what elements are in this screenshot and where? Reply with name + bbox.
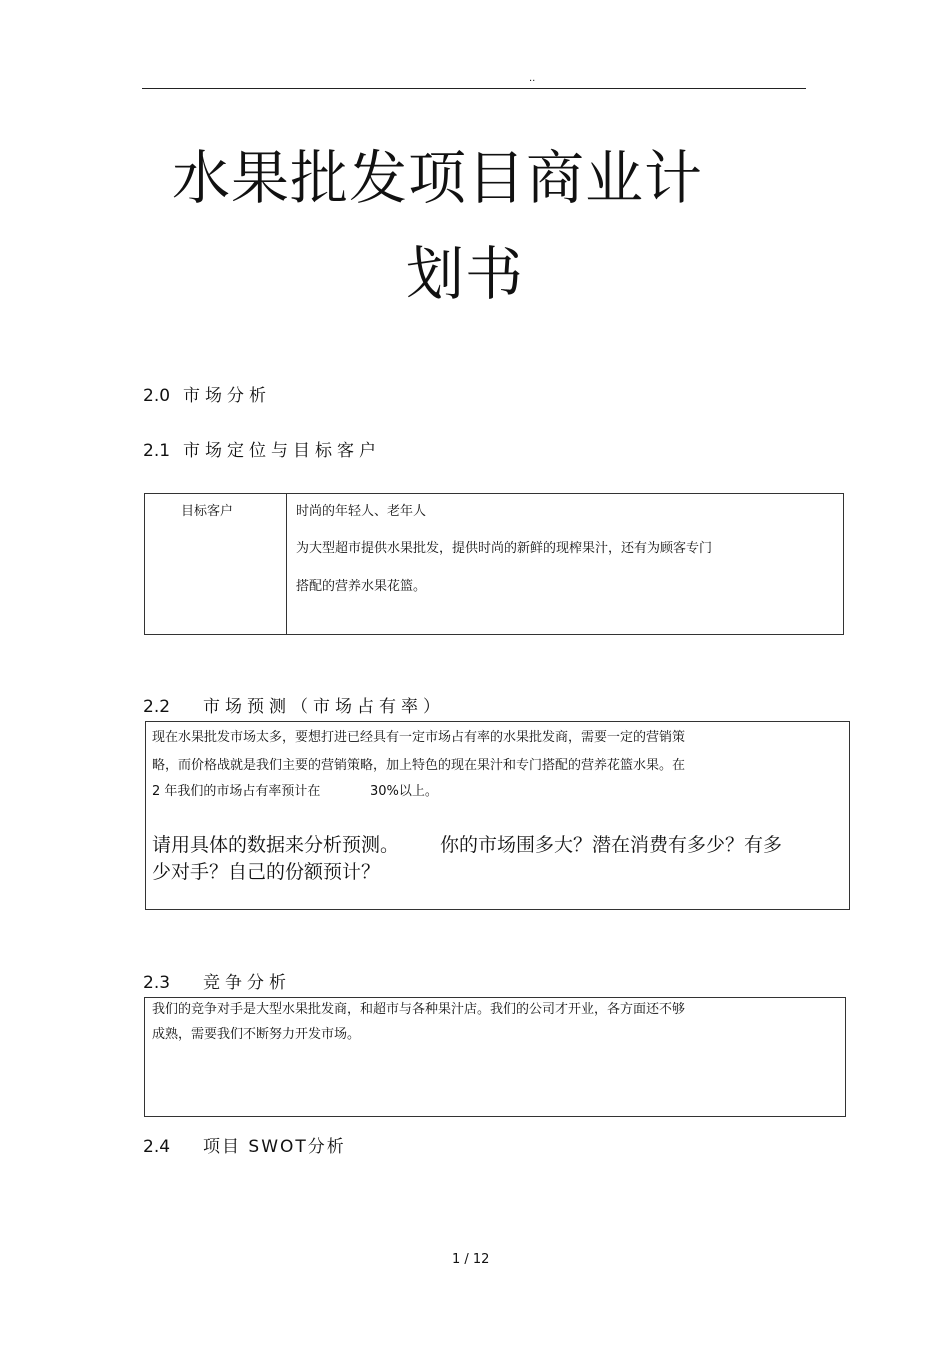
- section-number: 2.0: [143, 386, 171, 406]
- table-cell-line: 为大型超市提供水果批发，提供时尚的新鲜的现榨果汁，还有为顾客专门: [296, 541, 713, 556]
- forecast-prompt-line: 少对手？自己的份额预计？: [152, 861, 381, 883]
- section-number: 2.3: [143, 973, 171, 993]
- target-customer-table: [144, 493, 844, 635]
- forecast-text-line: 30%以上。: [370, 784, 438, 799]
- table-cell-line: 搭配的营养水果花篮。: [296, 579, 427, 594]
- section-number: 2.2: [143, 697, 171, 717]
- table-label-target-customer: 目标客户: [181, 504, 234, 519]
- section-2-1-heading: [143, 440, 381, 462]
- forecast-text-line: 现在水果批发市场太多，要想打进已经具有一定市场占有率的水果批发商，需要一定的营销策: [152, 730, 686, 745]
- document-title-line2: 划书: [406, 240, 525, 308]
- forecast-text-line: 2 年我们的市场占有率预计在: [152, 784, 321, 799]
- section-title: 市场分析: [183, 386, 271, 406]
- section-2-0-heading: [143, 385, 271, 407]
- table-divider: [286, 493, 287, 635]
- forecast-prompt-line: 请用具体的数据来分析预测。: [152, 834, 400, 856]
- competition-text-line: 我们的竞争对手是大型水果批发商，和超市与各种果汁店。我们的公司才开业，各方面还不够: [152, 1002, 686, 1017]
- document-title-line1: 水果批发项目商业计: [172, 144, 704, 212]
- section-title: 市场预测（市场占有率）: [203, 697, 445, 717]
- page-number: 1 / 12: [452, 1252, 490, 1267]
- section-2-4-heading: [143, 1136, 346, 1158]
- section-number: 2.4: [143, 1137, 171, 1157]
- header-mark: ..: [529, 73, 536, 84]
- header-rule: [142, 88, 806, 89]
- section-number: 2.1: [143, 441, 171, 461]
- competition-text-line: 成熟，需要我们不断努力开发市场。: [152, 1027, 361, 1042]
- section-title: 项目 SWOT分析: [203, 1137, 346, 1157]
- table-cell-line: 时尚的年轻人、老年人: [296, 504, 427, 519]
- forecast-text-line: 略，而价格战就是我们主要的营销策略，加上特色的现在果汁和专门搭配的营养花篮水果。在: [152, 758, 686, 773]
- section-2-3-heading: [143, 972, 291, 994]
- section-2-2-heading: [143, 696, 445, 718]
- section-title: 市场定位与目标客户: [183, 441, 381, 461]
- section-title: 竞争分析: [203, 973, 291, 993]
- forecast-prompt-line: 你的市场围多大？潜在消费有多少？有多: [440, 834, 783, 856]
